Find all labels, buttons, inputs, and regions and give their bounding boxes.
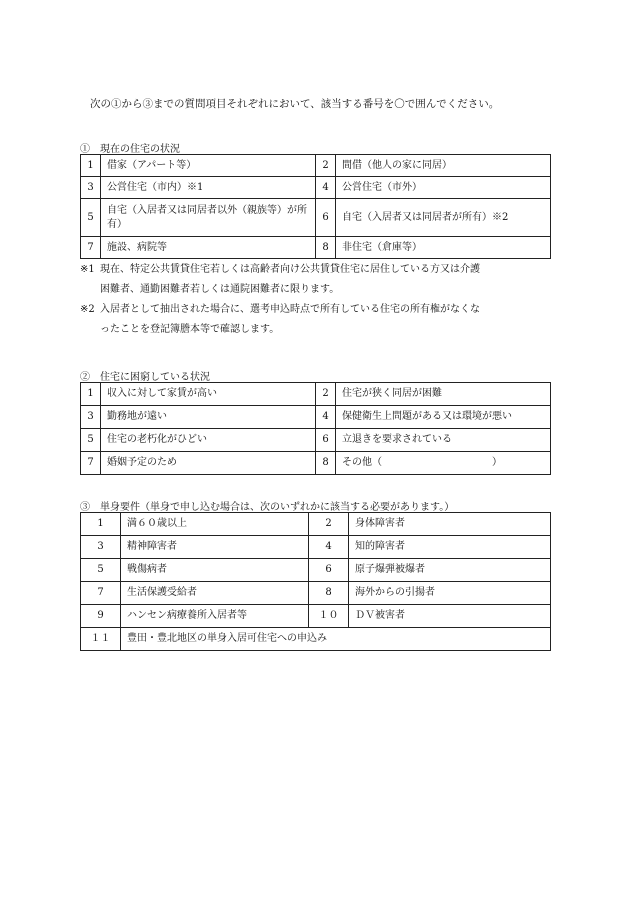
table-row <box>81 406 551 429</box>
table-row <box>81 429 551 452</box>
option-label: 戦傷病者 <box>121 559 309 582</box>
option-number: 1 <box>81 383 101 406</box>
option-label: 身体障害者 <box>349 513 551 536</box>
table-row <box>81 452 551 475</box>
option-number: 2 <box>316 155 336 177</box>
option-number: 3 <box>81 406 101 429</box>
footnote-text: 現在、特定公共賃貸住宅若しくは高齢者向け公共賃貸住宅に居住している方又は介護 <box>100 264 480 275</box>
option-number: １１ <box>81 628 121 651</box>
table-row <box>81 237 551 259</box>
option-label: その他（ ） <box>336 452 551 475</box>
option-number: 8 <box>316 237 336 259</box>
option-number: 6 <box>309 559 349 582</box>
instructions: 次の①から③までの質問項目それぞれにおいて、該当する番号を〇で囲んでください。 <box>90 98 500 110</box>
table-row <box>81 383 551 406</box>
option-label: 自宅（入居者又は同居者以外（親族等）が所有） <box>101 199 316 237</box>
option-label: 生活保護受給者 <box>121 582 309 605</box>
option-number: 5 <box>81 429 101 452</box>
table-row <box>81 513 551 536</box>
option-label: 知的障害者 <box>349 536 551 559</box>
option-number: 6 <box>316 199 336 237</box>
option-label: ハンセン病療養所入居者等 <box>121 605 309 628</box>
section3-table <box>80 512 551 651</box>
footnote-mark: ※2 <box>80 304 95 315</box>
option-number: 4 <box>316 177 336 199</box>
option-number: 2 <box>316 383 336 406</box>
footnote-text: 困難者、通勤困難者若しくは通院困難者に限ります。 <box>100 284 340 295</box>
option-number: 3 <box>81 177 101 199</box>
table-row <box>81 605 551 628</box>
option-number: 7 <box>81 452 101 475</box>
footnote-text: ったことを登記簿謄本等で確認します。 <box>100 324 280 335</box>
option-label: 借家（アパート等） <box>101 155 316 177</box>
option-label: 立退きを要求されている <box>336 429 551 452</box>
section2-table <box>80 382 551 475</box>
option-label: 勤務地が遠い <box>101 406 316 429</box>
footnote-mark: ※1 <box>80 264 95 275</box>
table-row <box>81 199 551 237</box>
table-row <box>81 628 551 651</box>
option-label: 公営住宅（市外） <box>336 177 551 199</box>
option-number: 9 <box>81 605 121 628</box>
option-label: 間借（他人の家に同居） <box>336 155 551 177</box>
option-number: 5 <box>81 199 101 237</box>
option-label: 公営住宅（市内）※1 <box>101 177 316 199</box>
option-number: 8 <box>316 452 336 475</box>
option-number: 5 <box>81 559 121 582</box>
option-label: 満６０歳以上 <box>121 513 309 536</box>
option-number: 7 <box>81 582 121 605</box>
option-label: 原子爆弾被爆者 <box>349 559 551 582</box>
option-label: 精神障害者 <box>121 536 309 559</box>
footnote-1 <box>80 262 550 298</box>
option-label: 住宅の老朽化がひどい <box>101 429 316 452</box>
option-label: ＤＶ被害者 <box>349 605 551 628</box>
option-label: 収入に対して家賃が高い <box>101 383 316 406</box>
option-label: 婚姻予定のため <box>101 452 316 475</box>
option-number: 4 <box>309 536 349 559</box>
option-label: 自宅（入居者又は同居者が所有）※2 <box>336 199 551 237</box>
option-label: 非住宅（倉庫等） <box>336 237 551 259</box>
table-row <box>81 177 551 199</box>
section2-heading: ② 住宅に困窮している状況 <box>80 372 210 383</box>
option-number: 7 <box>81 237 101 259</box>
option-label: 保健衛生上問題がある又は環境が悪い <box>336 406 551 429</box>
option-number: 2 <box>309 513 349 536</box>
table-row <box>81 559 551 582</box>
section3-heading: ③ 単身要件（単身で申し込む場合は、次のいずれかに該当する必要があります。） <box>80 502 455 513</box>
option-label: 豊田・豊北地区の単身入居可住宅への申込み <box>121 628 551 651</box>
option-number: 6 <box>316 429 336 452</box>
table-row <box>81 582 551 605</box>
option-number: 4 <box>316 406 336 429</box>
footnote-text: 入居者として抽出された場合に、選考申込時点で所有している住宅の所有権がなくな <box>100 304 480 315</box>
section1-heading: ① 現在の住宅の状況 <box>80 144 180 155</box>
section1-table <box>80 154 551 259</box>
option-number: 3 <box>81 536 121 559</box>
option-label: 海外からの引揚者 <box>349 582 551 605</box>
option-number: 1 <box>81 513 121 536</box>
option-number: 8 <box>309 582 349 605</box>
option-label: 住宅が狭く同居が困難 <box>336 383 551 406</box>
option-number: １０ <box>309 605 349 628</box>
table-row <box>81 155 551 177</box>
option-label: 施設、病院等 <box>101 237 316 259</box>
option-number: 1 <box>81 155 101 177</box>
table-row <box>81 536 551 559</box>
footnote-2 <box>80 302 550 338</box>
